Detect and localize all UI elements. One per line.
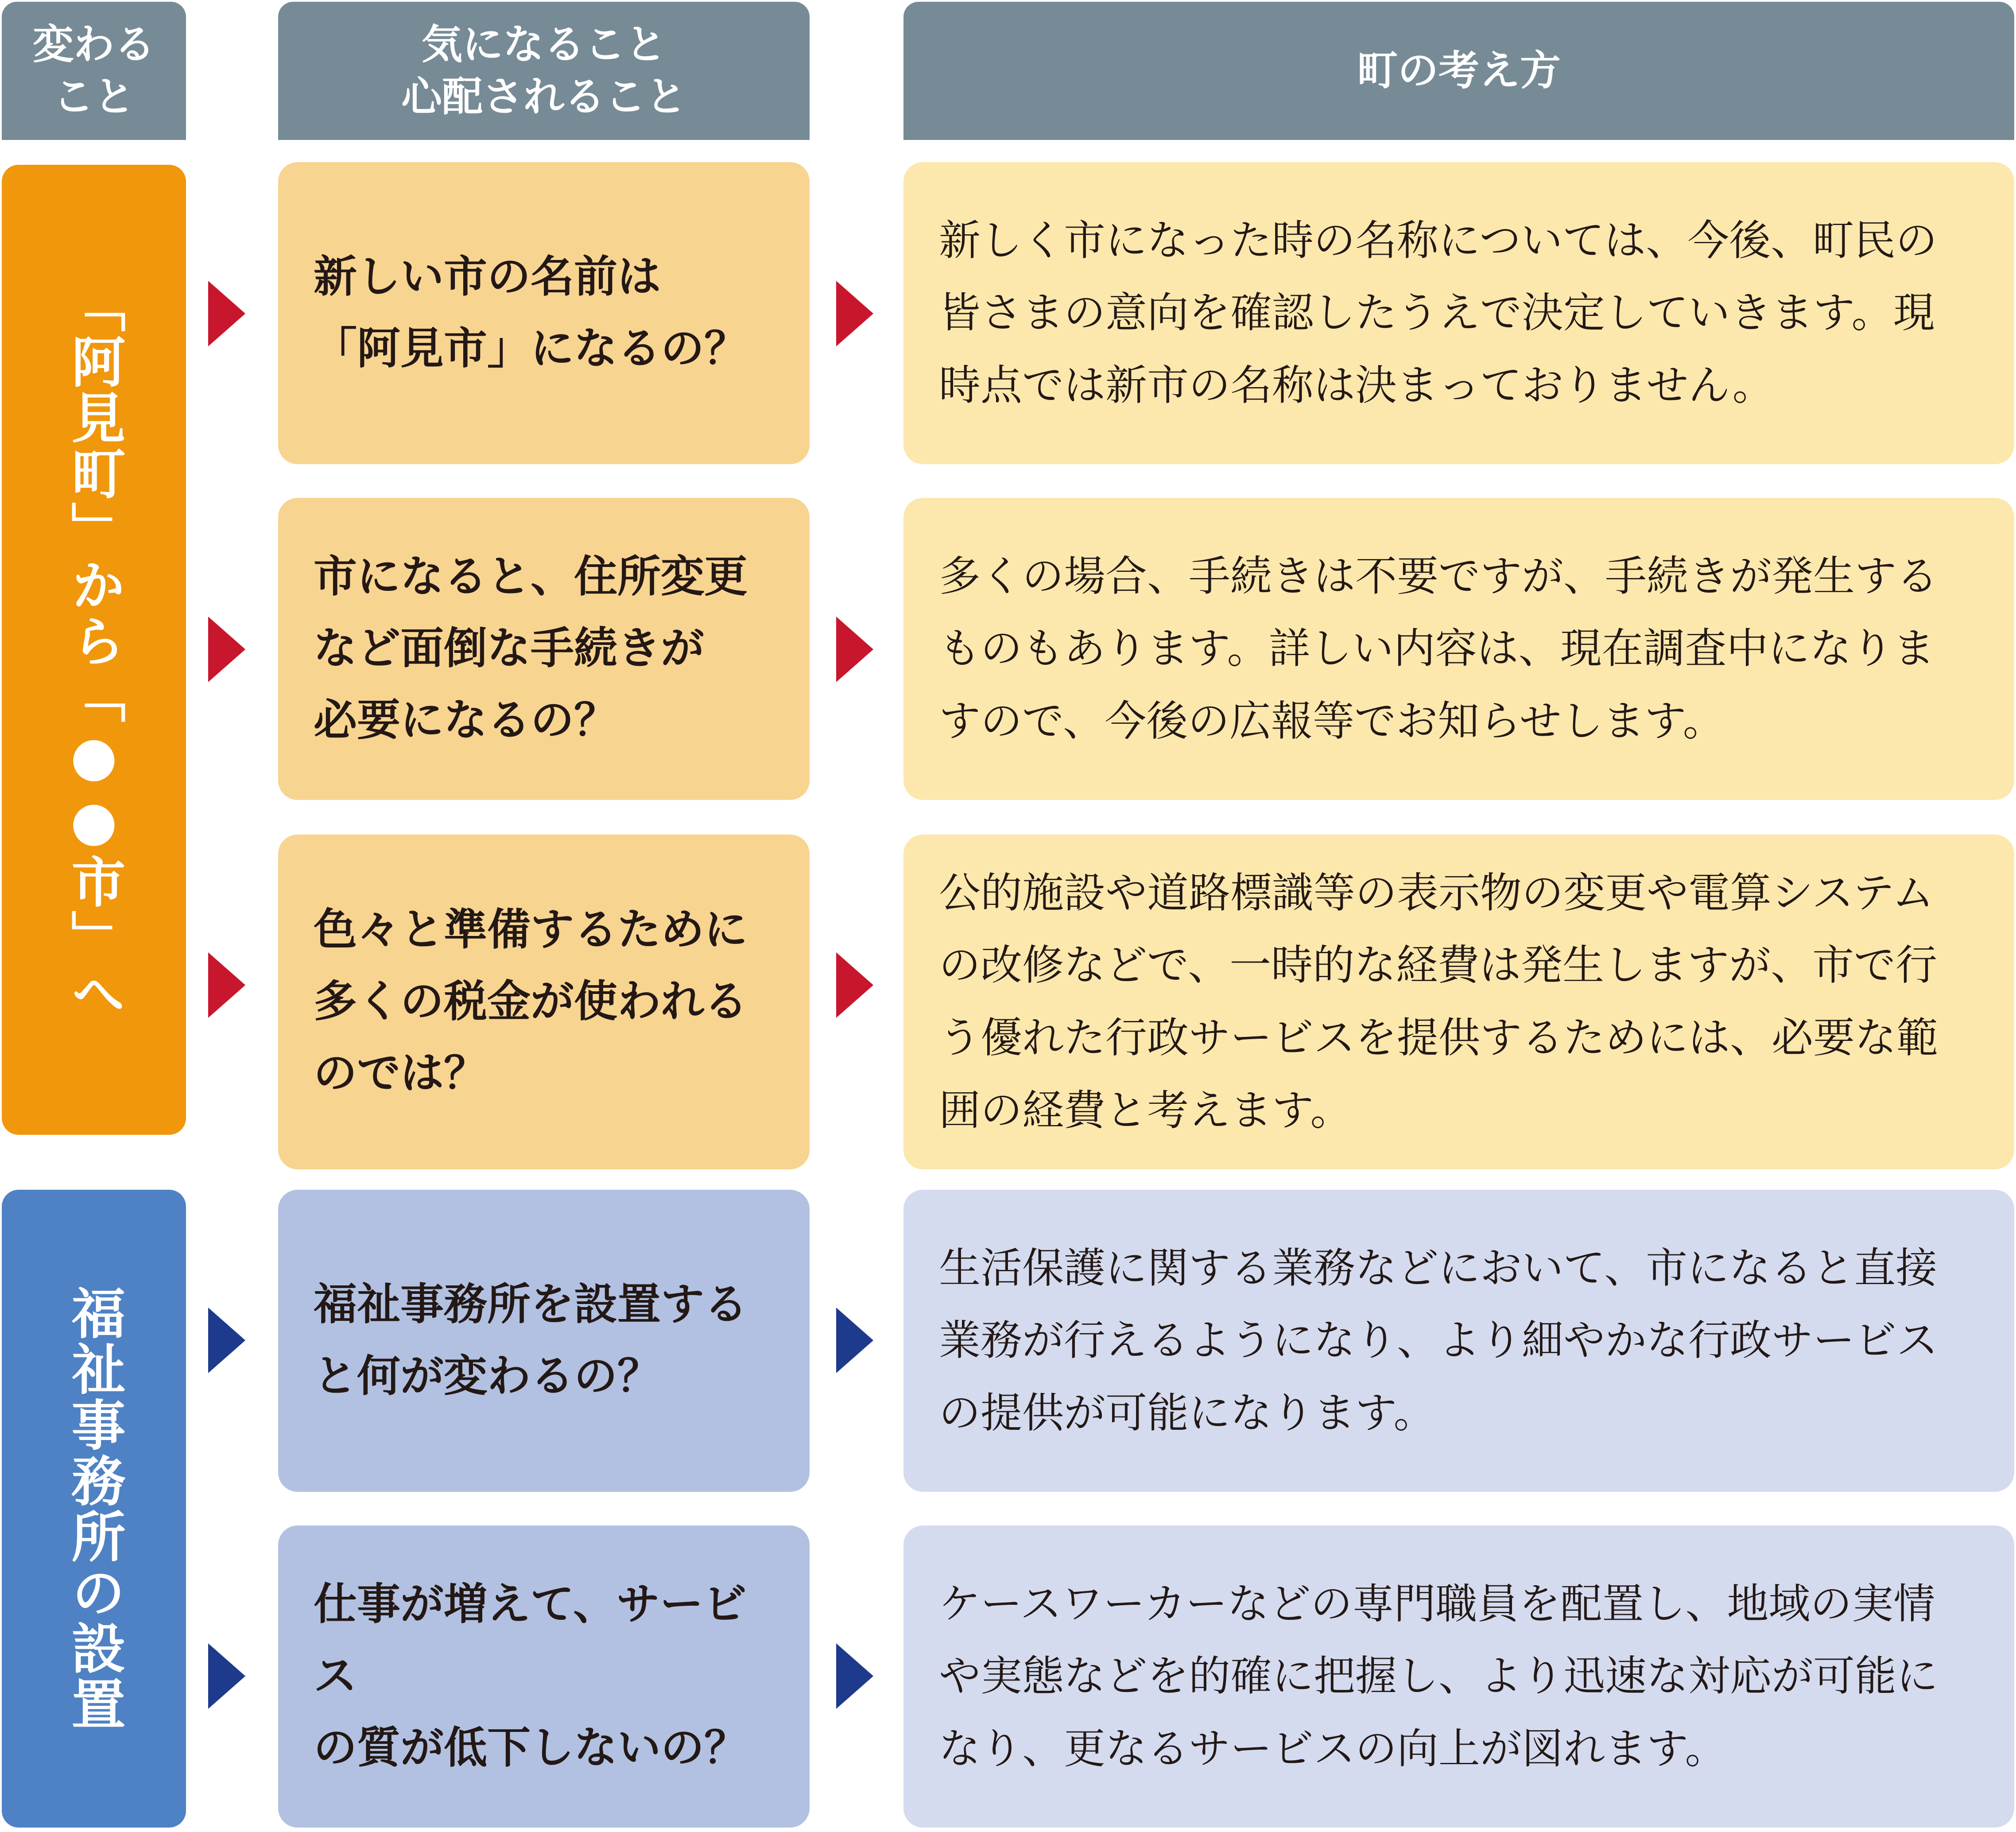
arrow-row1-right [836,281,873,346]
arrow-row4-right [836,1308,873,1373]
answer-row5: ケースワーカーなどの専門職員を配置し、地域の実情 や実態などを的確に把握し、より迅速な対応が可能に なり、更なるサービスの向上が図れます。 [903,1525,2014,1828]
arrow-row5-right [836,1643,873,1709]
answer-row1: 新しく市になった時の名称については、今後、町民の 皆さまの意向を確認したうえで決定していきます。現 時点では新市の名称は決まっておりません。 [903,162,2014,464]
answer-row3: 公的施設や道路標識等の表示物の変更や電算システム の改修などで、一時的な経費は発生しますが、市で行 う優れた行政サービスを提供するためには、必要な範 囲の経費と考えます。 [903,834,2014,1169]
question-row2: 市になると、住所変更 など面倒な手続きが 必要になるの？ [278,498,810,800]
arrow-row2-right [836,617,873,682]
category-city-name-label: 「阿見町」から「●●市」へ [62,278,125,1021]
answer-row2: 多くの場合、手続きは不要ですが、手続きが発生する ものもあります。詳しい内容は、現在調査中になりま すので、今後の広報等でお知らせします。 [903,498,2014,800]
question-row3: 色々と準備するために 多くの税金が使われる のでは？ [278,834,810,1169]
category-welfare-office [2,1190,186,1828]
question-row5: 仕事が増えて、サービス の質が低下しないの？ [278,1525,810,1828]
header-town-view: 町の考え方 [903,2,2014,140]
category-welfare-office-label: 福祉事務所の設置 [62,1285,125,1732]
arrow-row2-left [208,617,245,682]
answer-row4: 生活保護に関する業務などにおいて、市になると直接 業務が行えるようになり、より細やかな行政サービス の提供が可能になります。 [903,1190,2014,1492]
category-city-name [2,165,186,1135]
arrow-row1-left [208,281,245,346]
question-row4: 福祉事務所を設置する と何が変わるの？ [278,1190,810,1492]
arrow-row3-right [836,952,873,1018]
header-change: 変わる こと [2,2,186,140]
question-row1: 新しい市の名前は 「阿見市」になるの？ [278,162,810,464]
arrow-row4-left [208,1308,245,1373]
header-concern: 気になること 心配されること [278,2,810,140]
arrow-row3-left [208,952,245,1018]
arrow-row5-left [208,1643,245,1709]
